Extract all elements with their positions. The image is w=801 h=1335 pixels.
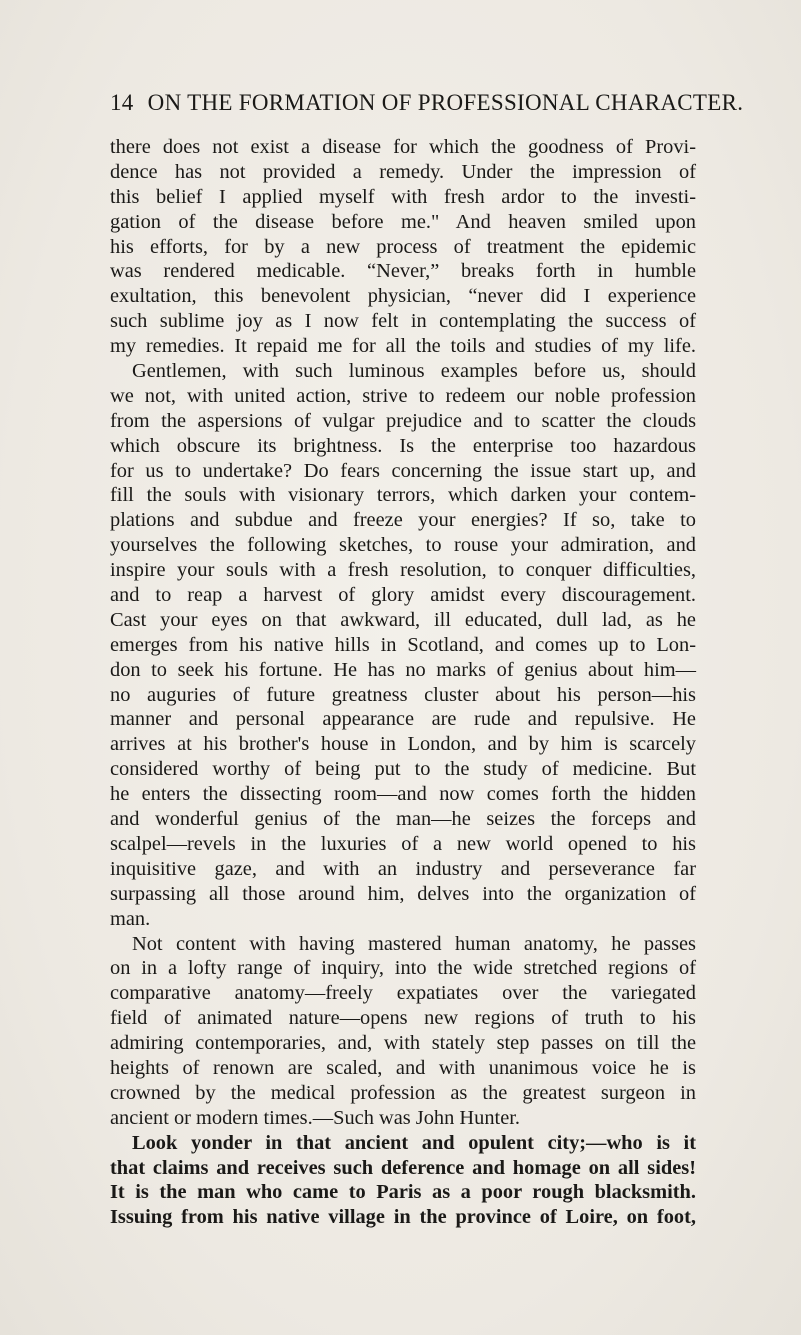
text-line: comparative anatomy—freely expatiates over the variegated [110, 982, 696, 1005]
text-line: there does not exist a disease for which the goodness of Provi- [110, 136, 696, 158]
text-line: crowned by the medical profession as the greatest surgeon in [110, 1081, 696, 1104]
text-line: don to seek his fortune. He has no marks of genius about him— [110, 658, 696, 681]
text-line: no auguries of future greatness cluster about his person—his [110, 683, 696, 706]
text-line: admiring contemporaries, and, with stately step passes on till the [110, 1032, 696, 1055]
text-line: fill the souls with visionary terrors, which darken your contem- [110, 484, 696, 507]
text-line: exultation, this benevolent physician, “never did I experience [110, 285, 696, 308]
page-header [110, 90, 743, 116]
page-number: 14 [110, 90, 134, 115]
text-line: plations and subdue and freeze your energies? If so, take to [110, 509, 696, 532]
text-line: dence has not provided a remedy. Under the impression of [110, 160, 696, 183]
running-title: ON THE FORMATION OF PROFESSIONAL CHARACTER. [147, 90, 744, 115]
text-line: manner and personal appearance are rude and repulsive. He [110, 708, 696, 731]
text-line: was rendered medicable. “Never,” breaks forth in humble [110, 260, 696, 283]
text-line: my remedies. It repaid me for all the toils and studies of my life. [110, 335, 696, 358]
text-line: which obscure its brightness. Is the enterprise too hazardous [110, 434, 696, 457]
text-line: that claims and receives such deference and homage on all sides! [110, 1156, 696, 1179]
text-line: ancient or modern times.—Such was John Hunter. [110, 1106, 521, 1129]
text-line: for us to undertake? Do fears concerning the issue start up, and [110, 459, 696, 482]
text-line: gation of the disease before me." And heaven smiled upon [110, 210, 696, 233]
text-line: and wonderful genius of the man—he seizes the forceps and [110, 808, 696, 831]
body-text [110, 135, 696, 1230]
text-line: Look yonder in that ancient and opulent city;—who is it [132, 1131, 696, 1154]
text-line: It is the man who came to Paris as a poor rough blacksmith. [110, 1181, 696, 1204]
text-line: inquisitive gaze, and with an industry and perseverance far [110, 857, 696, 880]
text-line: scalpel—revels in the luxuries of a new world opened to his [110, 832, 696, 855]
text-line: man. [110, 907, 151, 930]
text-line: from the aspersions of vulgar prejudice and to scatter the clouds [110, 409, 696, 432]
text-line: surpassing all those around him, delves into the organization of [110, 882, 696, 905]
text-line: emerges from his native hills in Scotland, and comes up to Lon- [110, 633, 696, 656]
text-line: on in a lofty range of inquiry, into the wide stretched regions of [110, 957, 696, 980]
text-line: and to reap a harvest of glory amidst every discouragement. [110, 584, 696, 607]
text-line: inspire your souls with a fresh resolution, to conquer difficulties, [110, 559, 696, 582]
text-line: his efforts, for by a new process of treatment the epidemic [110, 235, 696, 258]
text-line: heights of renown are scaled, and with unanimous voice he is [110, 1056, 696, 1079]
text-line: arrives at his brother's house in London, and by him is scarcely [110, 733, 696, 756]
text-line: Gentlemen, with such luminous examples before us, should [132, 360, 696, 383]
text-line: we not, with united action, strive to redeem our noble profession [110, 384, 696, 407]
text-line: Not content with having mastered human anatomy, he passes [132, 932, 696, 955]
text-line: Cast your eyes on that awkward, ill educated, dull lad, as he [110, 608, 696, 631]
text-line: considered worthy of being put to the study of medicine. But [110, 758, 696, 781]
text-line: this belief I applied myself with fresh ardor to the investi- [110, 185, 696, 208]
text-line: field of animated nature—opens new regions of truth to his [110, 1007, 696, 1030]
text-line: Issuing from his native village in the province of Loire, on foot, [110, 1206, 696, 1229]
text-line: such sublime joy as I now felt in contemplating the success of [110, 310, 696, 333]
text-line: he enters the dissecting room—and now comes forth the hidden [110, 783, 696, 806]
text-line: yourselves the following sketches, to rouse your admiration, and [110, 534, 696, 557]
